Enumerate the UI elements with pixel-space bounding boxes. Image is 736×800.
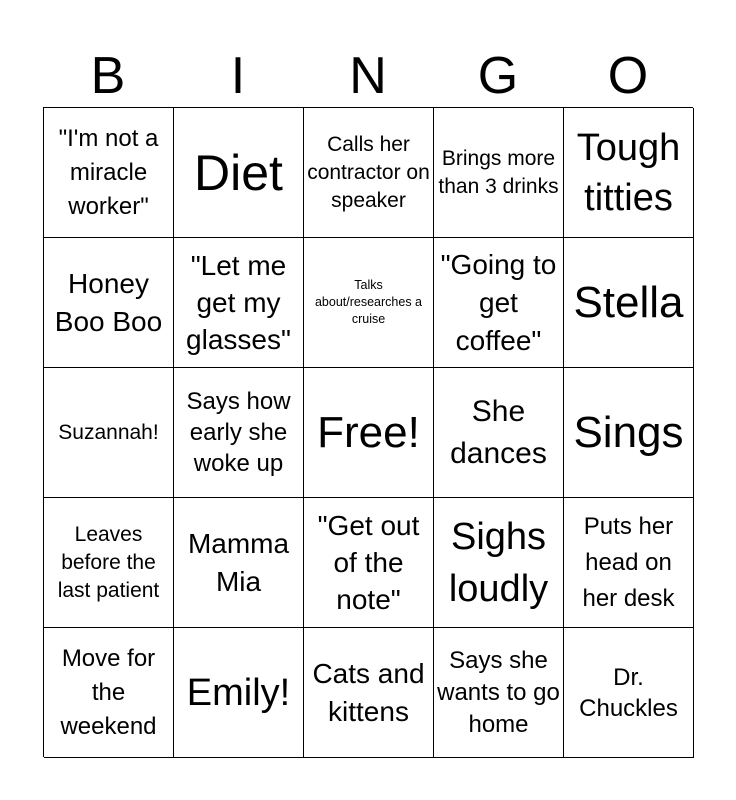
bingo-cell[interactable]: [434, 238, 564, 368]
bingo-cell[interactable]: [304, 628, 434, 758]
bingo-cell-text: Sighs loudly: [448, 515, 549, 610]
bingo-cell[interactable]: [434, 368, 564, 498]
header-letter-g: G: [477, 47, 519, 105]
bingo-header: [43, 44, 693, 108]
bingo-cell-text: "Get out of the note": [317, 510, 420, 615]
bingo-cell-text: Diet: [194, 144, 283, 201]
bingo-cell-text: Tough titties: [576, 126, 681, 219]
bingo-cell[interactable]: [434, 498, 564, 628]
bingo-cell[interactable]: [174, 238, 304, 368]
bingo-cell[interactable]: [564, 498, 694, 628]
bingo-cell-text: Puts her head on her desk: [582, 512, 675, 612]
bingo-cell[interactable]: [564, 108, 694, 238]
bingo-cell-text: "Let me get my glasses": [186, 250, 291, 355]
bingo-cell[interactable]: [44, 498, 174, 628]
bingo-cell-text: Sings: [573, 407, 684, 457]
header-letter-i: I: [230, 47, 246, 105]
bingo-cell[interactable]: [304, 108, 434, 238]
bingo-cell-text: Says how early she woke up: [186, 388, 291, 477]
bingo-cell[interactable]: [564, 238, 694, 368]
bingo-cell[interactable]: [304, 238, 434, 368]
bingo-cell-text: Move for the weekend: [60, 644, 157, 740]
bingo-cell-text: "I'm not a miracle worker": [58, 124, 159, 220]
bingo-cell-text: Calls her contractor on speaker: [307, 132, 430, 212]
bingo-cell-text: Talks about/researches a cruise: [314, 278, 422, 326]
bingo-cell-text: Dr. Chuckles: [579, 663, 678, 722]
bingo-cell-text: Honey Boo Boo: [54, 267, 163, 337]
header-letter-n: N: [349, 47, 387, 105]
bingo-board: [43, 107, 693, 757]
bingo-cell[interactable]: [44, 368, 174, 498]
bingo-cell-text: Cats and kittens: [312, 657, 425, 727]
bingo-cell[interactable]: [174, 108, 304, 238]
bingo-cell-text: Leaves before the last patient: [57, 522, 160, 602]
bingo-cell[interactable]: [434, 628, 564, 758]
bingo-cell-text: She dances: [450, 394, 547, 470]
bingo-cell-text: Stella: [573, 277, 684, 327]
bingo-cell[interactable]: [174, 368, 304, 498]
bingo-cell-text: Says she wants to go home: [437, 646, 560, 738]
bingo-cell[interactable]: [44, 238, 174, 368]
bingo-cell-text: Mamma Mia: [187, 527, 290, 597]
bingo-cell[interactable]: [564, 628, 694, 758]
free-space-text: Free!: [317, 407, 420, 457]
header-letter-o: O: [607, 47, 649, 105]
bingo-cell[interactable]: [44, 108, 174, 238]
bingo-cell[interactable]: [44, 628, 174, 758]
bingo-cell-text: "Going to get coffee": [440, 248, 557, 356]
header-letter-b: B: [90, 47, 126, 105]
bingo-cell[interactable]: [434, 108, 564, 238]
bingo-cell-text: Suzannah!: [58, 420, 159, 444]
bingo-cell[interactable]: [304, 498, 434, 628]
bingo-cell[interactable]: [304, 368, 434, 498]
bingo-cell[interactable]: [174, 628, 304, 758]
bingo-cell[interactable]: [564, 368, 694, 498]
bingo-cell-text: Brings more than 3 drinks: [438, 146, 559, 198]
bingo-cell-text: Emily!: [186, 671, 291, 714]
bingo-cell[interactable]: [174, 498, 304, 628]
